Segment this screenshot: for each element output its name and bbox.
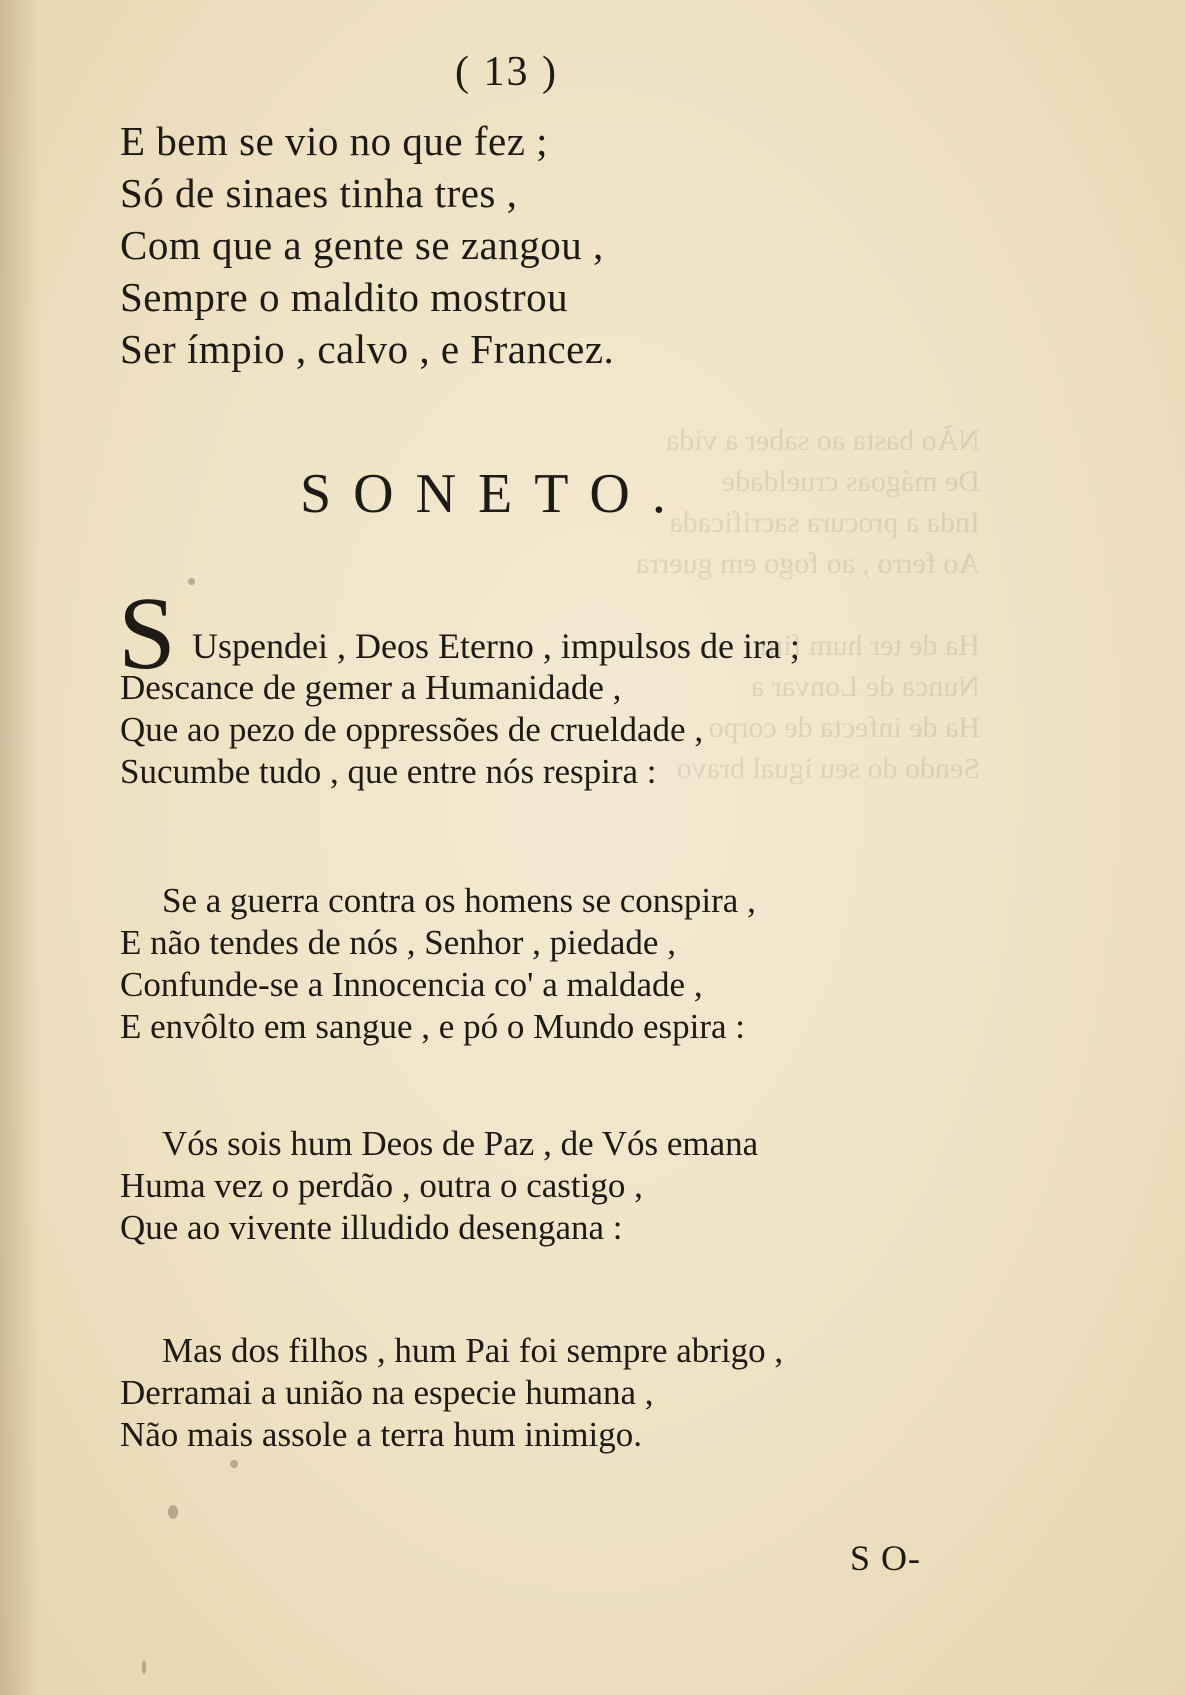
verse-line: E envôlto em sangue , e pó o Mundo espira :: [120, 1007, 746, 1046]
page-number: ( 13 ): [455, 49, 558, 95]
tercet-2: [120, 1330, 783, 1456]
verse-line: Ser ímpio , calvo , e Francez.: [120, 326, 615, 372]
verse-line: Com que a gente se zangou ,: [120, 222, 604, 268]
tercet-1: [120, 1123, 758, 1249]
verse-line: Uspendei , Deos Eterno , impulsos de ira ;: [192, 626, 800, 666]
verse-line: Não mais assole a terra hum inimigo.: [120, 1415, 642, 1454]
verse-line: Vós sois hum Deos de Paz , de Vós emana: [162, 1124, 759, 1163]
verse-line: E bem se vio no que fez ;: [120, 118, 549, 164]
verse-line: Mas dos filhos , hum Pai foi sempre abrigo ,: [162, 1331, 784, 1370]
verse-line: Sempre o maldito mostrou: [120, 274, 569, 320]
verse-line: Descance de gemer a Humanidade ,: [120, 668, 622, 707]
quatrain-2: [120, 880, 756, 1048]
page-edge-shadow: [0, 0, 40, 1695]
sonnet-first-line: [192, 624, 800, 668]
verse-line: Se a guerra contra os homens se conspira ,: [162, 881, 756, 920]
verse-line: Huma vez o perdão , outra o castigo ,: [120, 1166, 643, 1205]
verse-line: Confunde-se a Innocencia co' a maldade ,: [120, 965, 703, 1004]
verse-line: Só de sinaes tinha tres ,: [120, 170, 518, 216]
verse-line: Que ao pezo de oppressões de crueldade ,: [120, 710, 704, 749]
ink-smudge: [188, 578, 195, 585]
verse-line: Derramai a união na especie humana ,: [120, 1373, 654, 1412]
opening-stanza: [120, 115, 614, 375]
bleed-through-text: NÃo basta ao saber a vida De mágoas crueldade Inda a procura sacrificada Ao ferro , ao fogo em guerra Ha de ter hum fim Nunca de Lonvar a Ha de infecta de corpo Sendo do seu igual bravo: [635, 424, 980, 785]
ink-smudge: [142, 1660, 146, 1674]
quatrain-1: [120, 667, 703, 793]
verse-line: E não tendes de nós , Senhor , piedade ,: [120, 923, 676, 962]
ink-smudge: [168, 1505, 178, 1519]
catchword: S O-: [850, 1538, 922, 1578]
verse-line: Que ao vivente illudido desengana :: [120, 1208, 623, 1247]
sonnet-title: SONETO.: [300, 463, 688, 525]
drop-cap: S: [118, 576, 176, 691]
verse-line: Sucumbe tudo , que entre nós respira :: [120, 752, 657, 791]
ink-smudge: [230, 1460, 238, 1468]
